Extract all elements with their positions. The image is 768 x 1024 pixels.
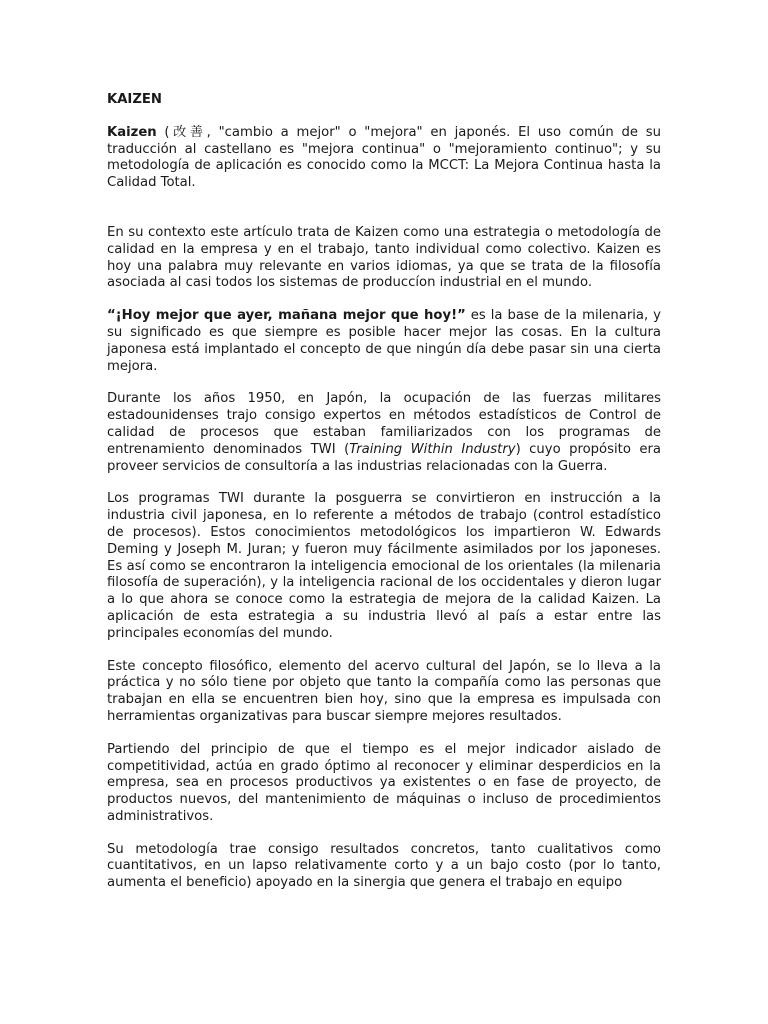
history-text-after: ) cuyo propósito era proveer servicios de consultoría a las industrias relacionadas con la Guerra.	[107, 441, 661, 474]
paragraph-context: En su contexto este artículo trata de Kaizen como una estrategia o metodología de calidad en la empresa y en el trabajo, tanto individual como colectivo. Kaizen es hoy una palabra muy relevante en varios idiomas, ya que se trata de la filosofía asociada al casi todos los sistemas de produccíon industrial en el mundo.	[107, 224, 661, 291]
motto-text: es la base de la milenaria, y su significado es que siempre es posible hacer mejor las cosas. En la cultura japonesa está implantado el concepto de que ningún día debe pasar sin una cierta mejora.	[107, 308, 661, 374]
document-title: KAIZEN	[107, 92, 162, 107]
paragraph-twi-programs: Los programas TWI durante la posguerra se convirtieron en instrucción a la industria civil japonesa, en lo referente a métodos de trabajo (control estadístico de procesos). Estos conocimientos metodológicos los impartieron W. Edwards Deming y Joseph M. Juran; y fueron muy fácilmente asimilados por los japoneses. Es así como se encontraron la inteligencia emocional de los orientales (la milenaria filosofía de superación), y la inteligencia racional de los occidentales y dieron lugar a lo que ahora se conoce como la estrategia de mejora de la calidad Kaizen. La aplicación de esta estrategia a su industria llevó al país a estar entre las principales economías del mundo.	[107, 491, 661, 641]
paragraph-principle: Partiendo del principio de que el tiempo es el mejor indicador aislado de competitividad, actúa en grado óptimo al reconocer y eliminar desperdicios en la empresa, sea en procesos productivos ya existentes o en fase de proyecto, de productos nuevos, del mantenimiento de máquinas o incluso de procedimientos administrativos.	[107, 741, 661, 824]
kaizen-term: Kaizen	[107, 124, 157, 140]
paragraph-methodology: Su metodología trae consigo resultados concretos, tanto cualitativos como cuantitativos, en un lapso relativamente corto y a un bajo costo (por lo tanto, aumenta el beneficio) apoyado en la sinergia que genera el trabajo en equipo	[107, 841, 661, 891]
definition-text: (改善, "cambio a mejor" o "mejora" en japonés. El uso común de su traducción al castellano es "mejora continua" o "mejoramiento continuo"; y su metodología de aplicación es conocido como la MCCT: La Mejora Continua hasta la Calidad Total.	[107, 124, 661, 191]
document-page	[107, 92, 661, 892]
paragraph-definition	[107, 125, 661, 192]
paragraph-motto	[107, 308, 661, 375]
motto-quote: “¡Hoy mejor que ayer, mañana mejor que hoy!”	[107, 308, 466, 324]
paragraph-concept: Este concepto filosófico, elemento del acervo cultural del Japón, se lo lleva a la práctica y no sólo tiene por objeto que tanto la compañía como las personas que trabajan en ella se encuentren bien hoy, sino que la empresa es impulsada con herramientas organizativas para buscar siempre mejores resultados.	[107, 658, 661, 724]
paragraph-history	[107, 391, 661, 475]
history-text-before: Durante los años 1950, en Japón, la ocupación de las fuerzas militares estadounidenses trajo consigo expertos en métodos estadísticos de Control de calidad de procesos que estaban familiarizados con los programas de entrenamiento denominados TWI (	[107, 391, 661, 457]
twi-italic: Training Within Industry	[349, 441, 516, 457]
